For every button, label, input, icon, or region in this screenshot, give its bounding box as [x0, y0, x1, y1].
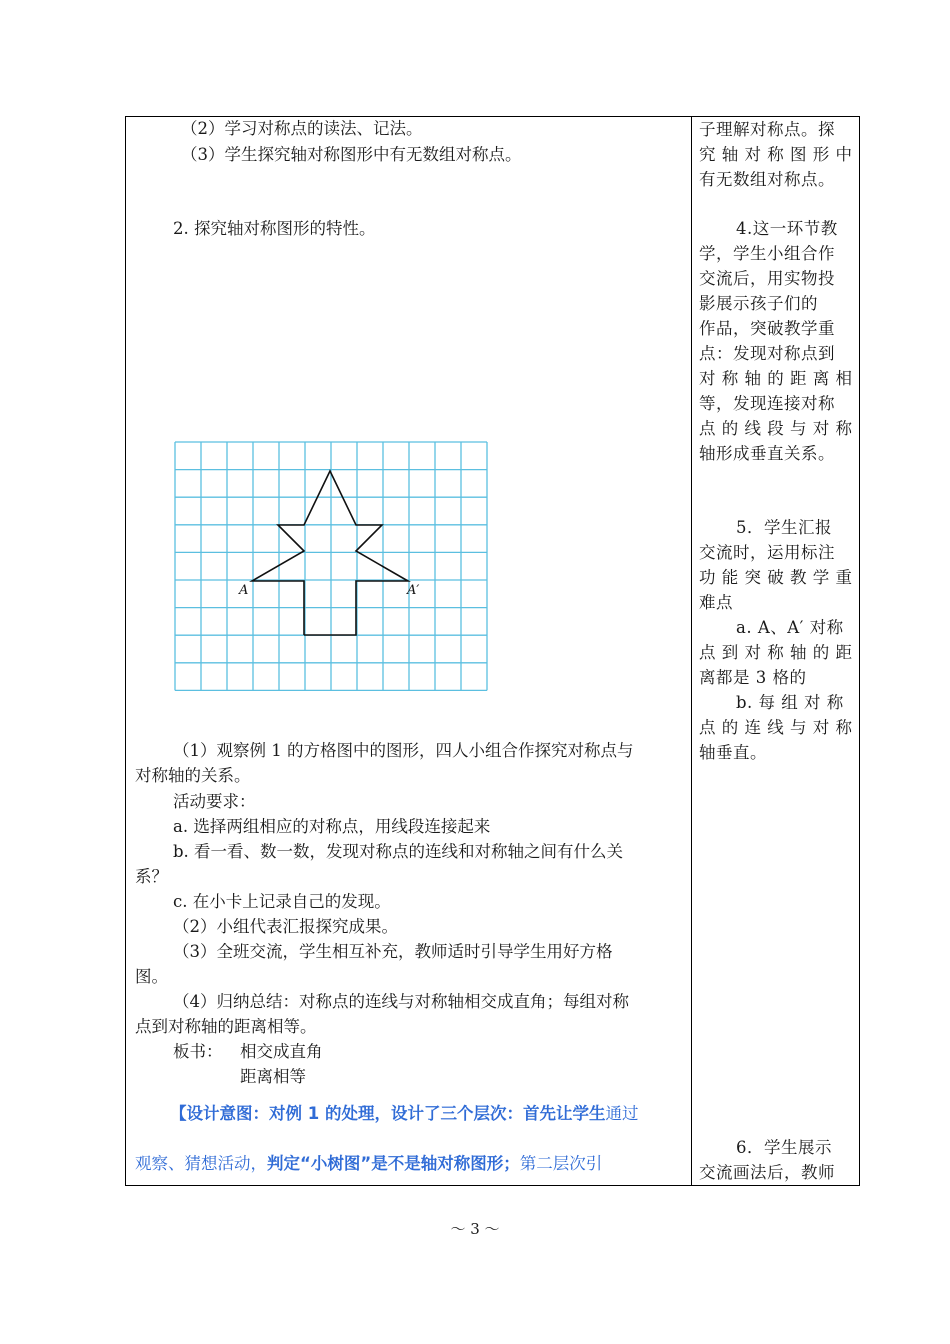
left-text-line: 图。 [135, 967, 168, 986]
right-text-line: 难点 [699, 593, 733, 612]
right-text-line: 点：发现对称点到 [699, 344, 835, 363]
section-heading: 2. 探究轴对称图形的特性。 [173, 219, 376, 238]
right-text-line: 交流后，用实物投 [699, 269, 835, 288]
right-text-line: 学，学生小组合作 [699, 244, 835, 263]
right-text-line: b. 每 组 对 称 [736, 693, 844, 712]
left-text-line: 活动要求： [173, 792, 256, 811]
design-intent-bold: 判定“小树图”是不是轴对称图形； [267, 1154, 520, 1173]
left-text-line: a. 选择两组相应的对称点，用线段连接起来 [173, 817, 491, 836]
tree-diagram [174, 441, 494, 699]
right-text-line: 点 的 连 线 与 对 称 [699, 718, 853, 737]
right-text-line: 作品，突破教学重 [699, 319, 835, 338]
left-text-line: （2）小组代表汇报探究成果。 [173, 917, 398, 936]
left-text-line: （3）学生探究轴对称图形中有无数组对称点。 [181, 145, 522, 164]
left-text-line: （2）学习对称点的读法、记法。 [181, 119, 423, 138]
grid-lines [175, 442, 487, 690]
right-text-line: 轴垂直。 [699, 743, 767, 762]
design-intent-line [170, 1103, 638, 1125]
design-intent-text: 通过 [605, 1104, 639, 1123]
design-intent-bold: 【设计意图：对例 1 的处理，设计了三个层次：首先让学生 [170, 1104, 606, 1123]
right-text-line: 交流时，运用标注 [699, 543, 835, 562]
right-text-line: a. A、A′ 对称 [736, 618, 844, 637]
design-intent-line [135, 1153, 602, 1175]
point-a-label: A [239, 583, 249, 598]
left-text-line: 对称轴的关系。 [135, 766, 251, 785]
point-a-prime-label: A′ [407, 583, 420, 598]
board-item: 相交成直角 [240, 1042, 323, 1061]
left-text-line: 点到对称轴的距离相等。 [135, 1017, 317, 1036]
left-text-line: b. 看一看、数一数，发现对称点的连线和对称轴之间有什么关 [173, 842, 624, 861]
right-text-line: 究 轴 对 称 图 形 中 [699, 145, 853, 164]
grid-figure [174, 441, 494, 703]
right-text-line: 有无数组对称点。 [699, 170, 835, 189]
left-text-line: （1）观察例 1 的方格图中的图形，四人小组合作探究对称点与 [173, 741, 634, 760]
right-text-line: 4.这一环节教 [736, 219, 838, 238]
right-text-line: 点 的 线 段 与 对 称 [699, 419, 853, 438]
right-text-line: 等，发现连接对称 [699, 394, 835, 413]
design-intent-text: 观察、猜想活动， [135, 1154, 267, 1173]
board-item: 距离相等 [240, 1067, 306, 1086]
column-divider [691, 117, 692, 1185]
right-text-line: 轴形成垂直关系。 [699, 444, 835, 463]
right-text-line: 点 到 对 称 轴 的 距 [699, 643, 853, 662]
right-text-line: 6．学生展示 [736, 1138, 832, 1157]
left-text-line: （4）归纳总结：对称点的连线与对称轴相交成直角；每组对称 [173, 992, 629, 1011]
board-label: 板书： [173, 1042, 223, 1061]
left-text-line: （3）全班交流，学生相互补充，教师适时引导学生用好方格 [173, 942, 613, 961]
page-number: ～ 3 ～ [450, 1220, 500, 1238]
right-text-line: 离都是 3 格的 [699, 668, 807, 687]
lesson-plan-table [125, 116, 860, 1186]
right-text-line: 子理解对称点。探 [699, 120, 835, 139]
design-intent-text: 第二层次引 [519, 1154, 603, 1173]
right-text-line: 对 称 轴 的 距 离 相 [699, 369, 853, 388]
right-text-line: 交流画法后，教师 [699, 1163, 835, 1182]
left-text-line: c. 在小卡上记录自己的发现。 [173, 892, 391, 911]
right-text-line: 影展示孩子们的 [699, 294, 818, 313]
right-text-line: 5．学生汇报 [736, 518, 832, 537]
left-text-line: 系？ [135, 867, 168, 886]
right-text-line: 功 能 突 破 教 学 重 [699, 568, 853, 587]
